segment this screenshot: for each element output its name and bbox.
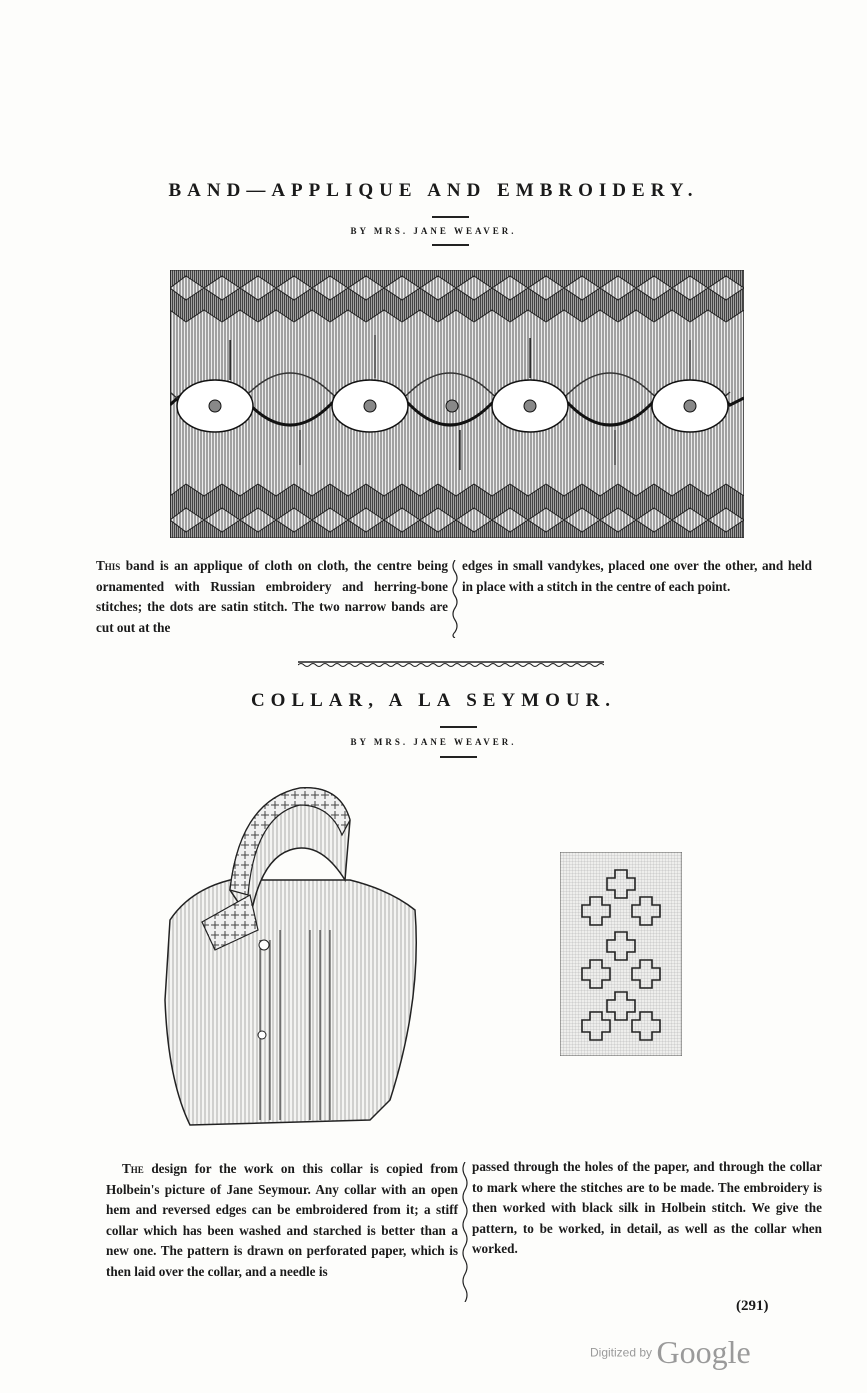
band-illustration [170,270,744,538]
pattern-detail-illustration [560,852,682,1056]
collar-illustration [160,780,422,1130]
section2-lead-word: The [122,1161,144,1176]
section2-byline: BY MRS. JANE WEAVER. [350,737,517,747]
section1-left-body: band is an applique of cloth on cloth, the centre being ornamented with Russian embroidery and herring-bone stitches; the dots are satin stitch. The two narrow bands are cut out at the [96,558,448,635]
section2-text-left [106,1159,458,1282]
title-rule [432,216,469,218]
byline-rule [440,756,477,758]
column-brace [450,560,460,638]
section2-right-body: passed through the holes of the paper, and through the collar to mark where the stitches are to be made. The embroidery is then worked with black silk in Holbein stitch. We give the pattern, to be worked, in detail, as well as the collar when worked. [472,1159,822,1256]
section2-left-body: design for the work on this collar is copied from Holbein's picture of Jane Seymour. Any collar with an open hem and reversed edges can be embroidered from it; a stiff collar which has been washed and starched is better than a new one. The pattern is drawn on perforated paper, which is then laid over the collar, and a needle is [106,1161,458,1279]
section2-text-right [472,1157,822,1260]
google-logo: Google [656,1334,751,1370]
section2-title: COLLAR, A LA SEYMOUR. [250,690,617,711]
section1-text-right [462,556,812,597]
section1-right-body: edges in small vandykes, placed one over the other, and held in place with a stitch in the centre of each point. [462,558,812,594]
byline-rule [432,244,469,246]
section1-byline: BY MRS. JANE WEAVER. [350,226,517,236]
google-watermark [590,1334,751,1371]
wavy-separator [298,660,604,668]
section1-title: BAND—APPLIQUE AND EMBROIDERY. [168,180,699,201]
section1-lead-word: This [96,558,121,573]
title-rule [440,726,477,728]
column-brace [460,1162,470,1302]
section1-text-left [96,556,448,638]
watermark-prefix: Digitized by [590,1345,653,1360]
page-number: (291) [736,1298,769,1314]
